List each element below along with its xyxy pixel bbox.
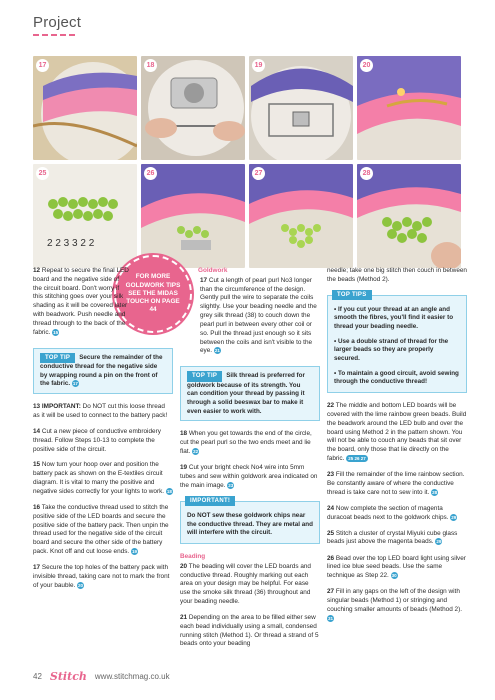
step-photo: 20 [357,56,461,160]
page-footer [33,670,170,683]
step-14: 14 Cut a new piece of conductive embroidery thread. Follow Steps 10-13 to complete the positive side of the circuit. [33,427,161,453]
step-25: 25 Stitch a cluster of crystal Miyuki cube glass beads just above the magenta beads. 29 [327,529,458,546]
section-title: Project [33,14,82,31]
step-26: 26 Bead over the top LED board light using silver lined ice blue seed beads. Use the same technique as Step 22. 30 [327,554,466,580]
step-27: 27 Fill in any gaps on the left of the design with singular beads (Method 1) or stringing and couching smaller amounts of beads (Method 2). 31 [327,588,462,621]
page-header [33,14,81,36]
column-1 [33,267,173,598]
top-tip-label: TOP TIP [40,353,75,363]
goldwork-heading: Goldwork [198,267,228,274]
top-tip-box: TOP TIP Secure the remainder of the conductive thread for the negative side by wrapping round a pin on the front of the fabric. 17 [33,348,173,395]
column-2 [180,267,320,656]
top-tips-box: TOP TIPS • If you cut your thread at an angle and smooth the fibres, you'll find it easier to thread your beading needle. • Use a double strand of thread for the larger beads so they are properly secured. • To maintain a good circuit, avoid sewing through the conductive thread! [327,295,467,394]
page-number: 42 [33,672,42,681]
step-12: 12 Repeat to secure the final LED board and the negative side of the circuit board. Don't worry if this stitching goes over your silk shading as it will be covered later with beadwork. Push needle and thread through to the back of the fabric. 15 [33,267,129,336]
step-photo: 17 [33,56,137,160]
step-19: 19 Cut your bright check No4 wire into 5mm tubes and sew within goldwork area indicated on the main image. 23 24 [180,464,318,495]
step-24: 24 Now complete the section of magenta duracoat beads next to the goldwork chips. 29 [327,504,457,521]
gold-step-17: 17 Cut a length of pearl purl No3 longer than the circumference of the design. Gently pull the wire to separate the coils slightly. Use your beading needle and the grey silk thread (38) to couch down the pearl purl in between every other coil or so. Pull the thread just enough so it sits between the coils and isn't visible to the eye. 21 [200,276,317,355]
step-photo: 26 [141,164,245,268]
top-tips-label: TOP TIPS [332,290,372,300]
step-photo: 19 [249,56,353,160]
step-17: 17 Secure the top holes of the battery pack with invisible thread, taking care not to mark the front of your bauble. 20 [33,564,170,589]
step-22: 22 The middle and bottom LED boards will be covered with the lime rainbow green beads. Build the beadwork around the LED bulb and over the board using Method 2 in the pattern shown. You will not be able to couch any beads that sit over the board, only those that lie directly on the fabric. 25 26 27 [327,402,467,463]
step-photo: 28 [357,164,461,268]
step-15: 15 Now turn your hoop over and position the battery pack as shown on the E-textiles circuit diagram. It is vital to marry the positive and negative sides correctly for your lights to work. 18 [33,461,172,496]
important-box: IMPORTANT! Do NOT sew these goldwork chips near the conductive thread. They are metal and will interfere with the circuit. [180,501,320,544]
step-21-continued: needle; take one big stitch then couch in between the beads (Method 2). [327,267,467,283]
important-label: IMPORTANT! [185,496,235,506]
column-3 [327,267,467,631]
step-photo: 27 [249,164,353,268]
magazine-logo: Stitch [49,670,87,683]
step-photo: 18 [141,56,245,160]
top-tip-label: TOP TIP [187,371,222,381]
step-20: 20 The beading will cover the LED boards and conductive thread. Roughly marking out each area on your design may be helpful. For ease use the smoke silk thread (36) throughout and your beading needle. [180,562,311,606]
step-18: 18 When you get towards the end of the circle, cut the pearl purl so the two ends meet and lie flat. 22 23 [180,430,312,462]
step-23: 23 Fill the remainder of the lime rainbow section. Be constantly aware of where the conductive thread is take care not to sew into it. 28 [327,471,465,496]
step-photo: 2 2 3 3 2 2 25 [33,164,137,268]
website-link[interactable]: www.stitchmag.co.uk [94,672,170,681]
step-16: 16 Take the conductive thread used to stitch the positive side of the LED boards and secure the positive side of the battery pack. Then unpin the thread used for the negative side of the circuit board and secure the other side of the battery pack. Knot off and cut loose ends. 19 [33,503,169,556]
promo-badge[interactable]: FOR MORE GOLDWORK TIPS SEE THE MIDAS TOUCH ON PAGE 44 [114,255,192,333]
top-tip-box: TOP TIP Silk thread is preferred for goldwork because of its strength. You can condition your thread by passing it through a solid beeswax bar to make it even easier to work with. [180,366,320,421]
step-photo-grid [33,56,463,272]
step-21: 21 Depending on the area to be filled either sew each bead individually using a small, condensed running stitch (Method 1). Or thread a strand of 5 beads onto your beading [180,613,319,648]
svg-text:2 2 3 3 2 2: 2 2 3 3 2 2 [47,238,95,249]
beading-heading: Beading [180,552,206,560]
title-underline [33,34,75,36]
step-13: 13 IMPORTANT: Do NOT cut this loose thread as it will be used to connect to the battery pack! [33,403,168,420]
